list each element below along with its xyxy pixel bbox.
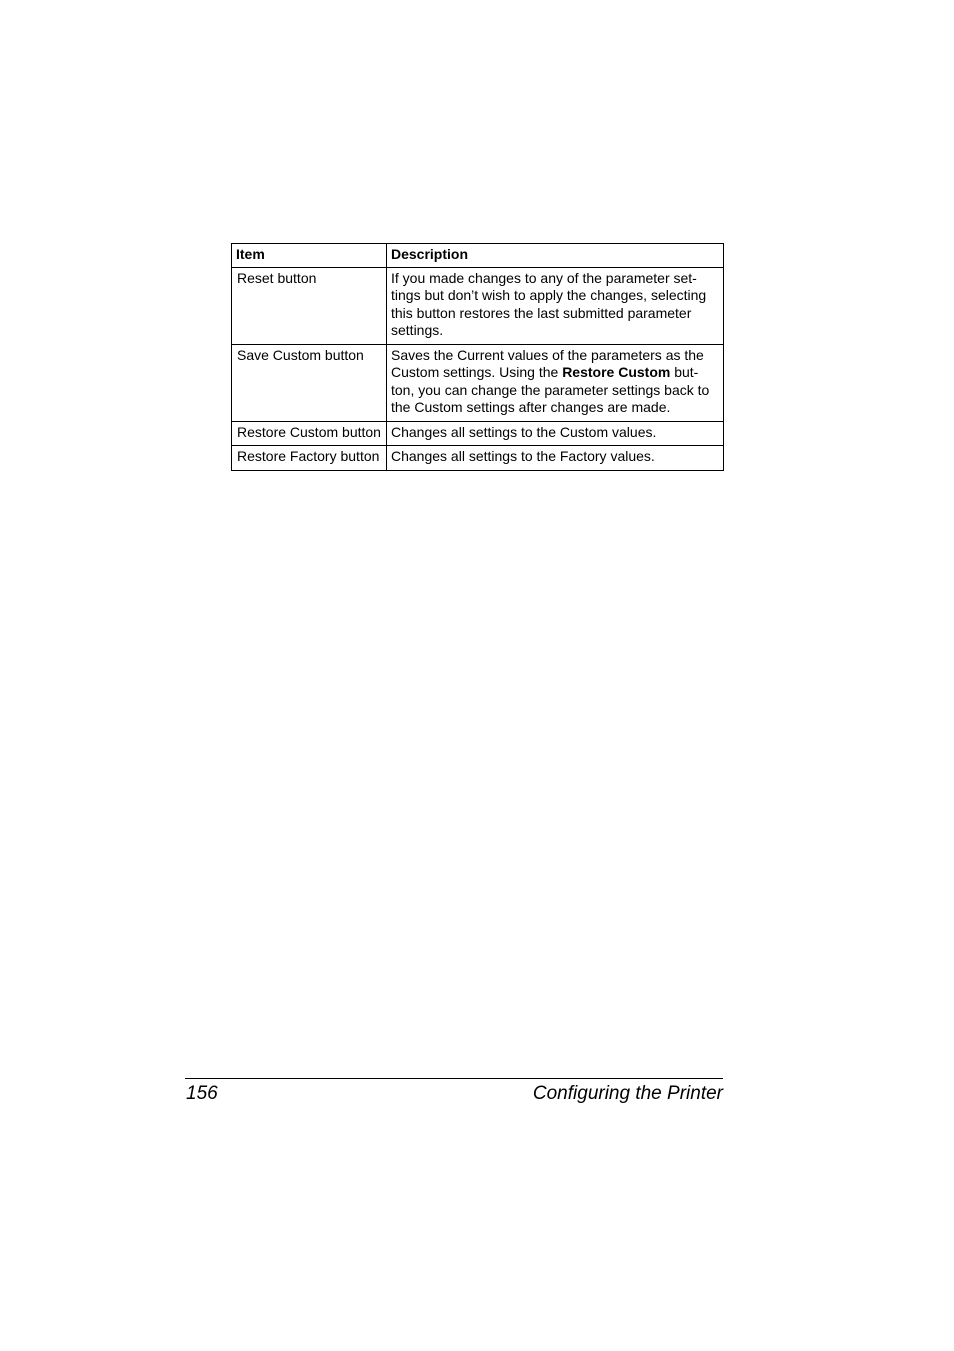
row-description-restore-factory-button: Changes all settings to the Factory values. [387,446,724,471]
row-description-restore-custom-button: Changes all settings to the Custom values. [387,421,724,446]
description-line: Saves the Current values of the parameters as the [391,346,704,363]
parameter-buttons-table [231,243,724,471]
page-number: 156 [186,1083,218,1104]
description-line: ton, you can change the parameter settings back to [391,381,710,398]
description-text: Custom settings. Using the [391,364,563,380]
row-item-save-custom-button: Save Custom button [232,344,387,421]
row-description-reset-button [387,267,724,344]
description-line: tings but don’t wish to apply the changes, selecting [391,287,707,303]
column-header-description: Description [387,244,724,268]
column-header-item: Item [232,244,387,268]
restore-custom-emphasis: Restore Custom [562,364,671,380]
table-row [232,446,724,471]
table-row [232,421,724,446]
description-line: the Custom settings after changes are made. [391,399,671,415]
description-line: settings. [391,322,444,338]
chapter-title: Configuring the Printer [532,1083,723,1104]
description-line: this button restores the last submitted parameter [391,304,692,321]
table-row [232,344,724,421]
table-row [232,267,724,344]
row-item-restore-factory-button: Restore Factory button [232,446,387,471]
description-line: If you made changes to any of the parameter set- [391,269,697,286]
row-description-save-custom-button [387,344,724,421]
row-item-restore-custom-button: Restore Custom button [232,421,387,446]
table-header-row [232,244,724,268]
row-item-reset-button: Reset button [232,267,387,344]
description-text: but- [670,364,699,380]
footer-divider [185,1078,723,1079]
